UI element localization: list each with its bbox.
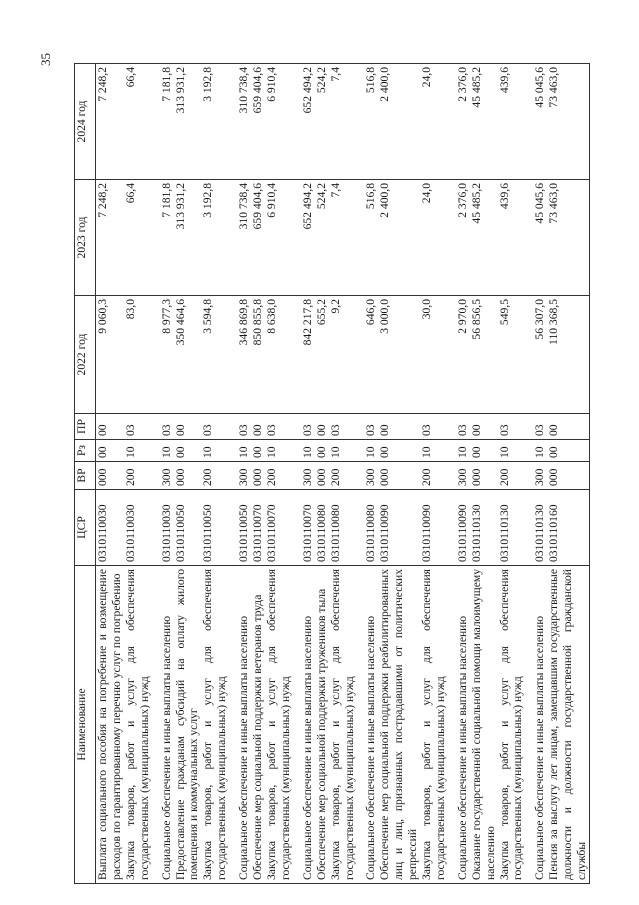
row-name: Выплата социального пособия на погребение и возмещение расходов по гарантированному перечню услуг по погребению (96, 566, 124, 884)
row-value-2024: 7 181,8 (160, 64, 174, 180)
row-pr: 00 (470, 414, 498, 440)
spacer-cell (229, 64, 237, 180)
table-row (378, 64, 420, 884)
row-vr: 300 (237, 462, 251, 490)
row-value-2023: 7,4 (329, 180, 357, 296)
row-name: Социальное обеспечение и иные выплаты населению (237, 566, 251, 884)
row-name: Закупка товаров, работ и услуг для обеспечения государственных (муниципальных) нужд (201, 566, 229, 884)
row-csr: 0310110070 (265, 490, 293, 566)
row-rz: 10 (265, 440, 293, 462)
spacer-cell (525, 490, 533, 566)
table-row (533, 64, 547, 884)
header-rz: Рз (75, 440, 96, 462)
row-spacer (293, 64, 301, 884)
row-value-2022: 110 368,5 (547, 296, 589, 414)
row-vr: 300 (364, 462, 378, 490)
row-name: Обеспечение мер социальной поддержки реабилитированных лиц и лиц, признанных пострадавшими от политических репрессий (378, 566, 420, 884)
spacer-cell (448, 64, 456, 180)
row-pr: 03 (124, 414, 152, 440)
spacer-cell (356, 414, 364, 440)
row-rz: 00 (96, 440, 124, 462)
row-rz: 10 (329, 440, 357, 462)
spacer-cell (152, 440, 160, 462)
row-value-2024: 6 910,4 (265, 64, 293, 180)
table-row (498, 64, 526, 884)
row-value-2023: 3 192,8 (201, 180, 229, 296)
row-rz: 10 (420, 440, 448, 462)
header-csr: ЦСР (75, 490, 96, 566)
row-value-2024: 2 400,0 (378, 64, 420, 180)
row-rz: 10 (456, 440, 470, 462)
spacer-cell (152, 490, 160, 566)
row-vr: 300 (456, 462, 470, 490)
row-spacer (448, 64, 456, 884)
table-row (160, 64, 174, 884)
row-csr: 0310110070 (251, 490, 265, 566)
spacer-cell (152, 180, 160, 296)
row-value-2023: 7 248,2 (96, 180, 124, 296)
spacer-cell (293, 440, 301, 462)
row-name: Закупка товаров, работ и услуг для обеспечения государственных (муниципальных) нужд (420, 566, 448, 884)
header-name: Наименование (75, 566, 96, 884)
row-csr: 0310110130 (533, 490, 547, 566)
spacer-cell (525, 64, 533, 180)
row-csr: 0310110070 (301, 490, 315, 566)
row-value-2023: 24,0 (420, 180, 448, 296)
row-csr: 0310110080 (329, 490, 357, 566)
row-value-2022: 56 307,0 (533, 296, 547, 414)
table-row (251, 64, 265, 884)
spacer-cell (229, 490, 237, 566)
row-value-2023: 439,6 (498, 180, 526, 296)
row-vr: 200 (265, 462, 293, 490)
row-vr: 000 (174, 462, 202, 490)
spacer-cell (525, 414, 533, 440)
spacer-cell (356, 296, 364, 414)
row-rz: 10 (533, 440, 547, 462)
row-rz: 10 (364, 440, 378, 462)
row-vr: 000 (547, 462, 589, 490)
row-pr: 03 (498, 414, 526, 440)
row-pr: 03 (456, 414, 470, 440)
spacer-cell (293, 414, 301, 440)
spacer-cell (229, 180, 237, 296)
row-pr: 00 (315, 414, 329, 440)
row-vr: 300 (301, 462, 315, 490)
table-row (364, 64, 378, 884)
header-vr: ВР (75, 462, 96, 490)
spacer-cell (293, 566, 301, 884)
row-vr: 000 (96, 462, 124, 490)
row-value-2022: 3 594,8 (201, 296, 229, 414)
row-name: Обеспечение мер социальной поддержки ветеранов труда (251, 566, 265, 884)
row-value-2024: 524,2 (315, 64, 329, 180)
table-row (420, 64, 448, 884)
row-vr: 200 (329, 462, 357, 490)
row-value-2024: 24,0 (420, 64, 448, 180)
row-value-2023: 516,8 (364, 180, 378, 296)
spacer-cell (356, 440, 364, 462)
row-value-2024: 7 248,2 (96, 64, 124, 180)
row-value-2022: 850 855,8 (251, 296, 265, 414)
row-name: Оказание государственной социальной помощи малоимущему населению (470, 566, 498, 884)
row-pr: 03 (420, 414, 448, 440)
row-value-2022: 346 869,8 (237, 296, 251, 414)
row-rz: 00 (315, 440, 329, 462)
row-csr: 0310110090 (456, 490, 470, 566)
row-name: Обеспечение мер социальной поддержки тружеников тыла (315, 566, 329, 884)
row-value-2023: 313 931,2 (174, 180, 202, 296)
table-row (201, 64, 229, 884)
row-rz: 00 (547, 440, 589, 462)
row-value-2022: 3 000,0 (378, 296, 420, 414)
row-csr: 0310110090 (378, 490, 420, 566)
row-csr: 0310110030 (96, 490, 124, 566)
row-rz: 10 (160, 440, 174, 462)
row-value-2023: 66,4 (124, 180, 152, 296)
table-row (470, 64, 498, 884)
row-value-2024: 3 192,8 (201, 64, 229, 180)
row-name: Закупка товаров, работ и услуг для обеспечения государственных (муниципальных) нужд (265, 566, 293, 884)
row-value-2023: 310 738,4 (237, 180, 251, 296)
row-rz: 10 (498, 440, 526, 462)
row-value-2023: 7 181,8 (160, 180, 174, 296)
row-pr: 03 (201, 414, 229, 440)
row-pr: 03 (533, 414, 547, 440)
row-vr: 200 (498, 462, 526, 490)
row-csr: 0310110090 (420, 490, 448, 566)
spacer-cell (293, 462, 301, 490)
row-rz: 00 (470, 440, 498, 462)
row-value-2024: 652 494,2 (301, 64, 315, 180)
table-row (237, 64, 251, 884)
row-rz: 10 (124, 440, 152, 462)
row-value-2024: 66,4 (124, 64, 152, 180)
row-value-2023: 524,2 (315, 180, 329, 296)
row-csr: 0310110080 (315, 490, 329, 566)
row-csr: 0310110160 (547, 490, 589, 566)
spacer-cell (293, 180, 301, 296)
spacer-cell (152, 296, 160, 414)
row-spacer (229, 64, 237, 884)
row-name: Социальное обеспечение и иные выплаты населению (456, 566, 470, 884)
row-pr: 03 (329, 414, 357, 440)
spacer-cell (448, 180, 456, 296)
row-pr: 03 (160, 414, 174, 440)
row-name: Закупка товаров, работ и услуг для обеспечения государственных (муниципальных) нужд (124, 566, 152, 884)
spacer-cell (293, 296, 301, 414)
row-value-2024: 7,4 (329, 64, 357, 180)
spacer-cell (229, 462, 237, 490)
spacer-cell (525, 566, 533, 884)
spacer-cell (229, 296, 237, 414)
spacer-cell (356, 566, 364, 884)
spacer-cell (152, 566, 160, 884)
row-name: Социальное обеспечение и иные выплаты населению (301, 566, 315, 884)
row-value-2023: 45 045,6 (533, 180, 547, 296)
row-vr: 200 (124, 462, 152, 490)
spacer-cell (293, 64, 301, 180)
row-value-2024: 659 404,6 (251, 64, 265, 180)
row-value-2022: 9 060,3 (96, 296, 124, 414)
table-row (265, 64, 293, 884)
spacer-cell (229, 566, 237, 884)
row-vr: 200 (201, 462, 229, 490)
row-spacer (525, 64, 533, 884)
row-pr: 00 (251, 414, 265, 440)
row-pr: 03 (301, 414, 315, 440)
table-row (174, 64, 202, 884)
row-value-2024: 73 463,0 (547, 64, 589, 180)
row-csr: 0310110030 (160, 490, 174, 566)
row-value-2022: 655,2 (315, 296, 329, 414)
spacer-cell (525, 462, 533, 490)
table-row (315, 64, 329, 884)
spacer-cell (356, 64, 364, 180)
row-csr: 0310110030 (124, 490, 152, 566)
row-value-2022: 30,0 (420, 296, 448, 414)
spacer-cell (448, 462, 456, 490)
table-body (96, 64, 590, 884)
row-rz: 00 (378, 440, 420, 462)
row-rz: 10 (237, 440, 251, 462)
row-value-2023: 45 485,2 (470, 180, 498, 296)
row-pr: 00 (174, 414, 202, 440)
table-row (301, 64, 315, 884)
row-value-2024: 313 931,2 (174, 64, 202, 180)
row-pr: 03 (364, 414, 378, 440)
row-value-2022: 8 638,0 (265, 296, 293, 414)
header-2022: 2022 год (75, 296, 96, 414)
spacer-cell (448, 414, 456, 440)
row-value-2024: 45 485,2 (470, 64, 498, 180)
row-value-2023: 6 910,4 (265, 180, 293, 296)
row-value-2024: 2 376,0 (456, 64, 470, 180)
spacer-cell (448, 440, 456, 462)
row-rz: 00 (251, 440, 265, 462)
row-value-2022: 83,0 (124, 296, 152, 414)
table-header-row (75, 64, 96, 884)
spacer-cell (356, 180, 364, 296)
row-csr: 0310110050 (201, 490, 229, 566)
spacer-cell (229, 414, 237, 440)
spacer-cell (448, 296, 456, 414)
row-value-2023: 2 376,0 (456, 180, 470, 296)
header-2023: 2023 год (75, 180, 96, 296)
spacer-cell (152, 64, 160, 180)
row-csr: 0310110080 (364, 490, 378, 566)
spacer-cell (525, 180, 533, 296)
row-vr: 200 (420, 462, 448, 490)
row-vr: 000 (378, 462, 420, 490)
table-row (329, 64, 357, 884)
row-name: Социальное обеспечение и иные выплаты населению (160, 566, 174, 884)
row-spacer (152, 64, 160, 884)
row-pr: 00 (547, 414, 589, 440)
row-rz: 10 (301, 440, 315, 462)
header-2024: 2024 год (75, 64, 96, 180)
table-row (96, 64, 124, 884)
spacer-cell (356, 462, 364, 490)
row-value-2022: 8 977,3 (160, 296, 174, 414)
row-name: Предоставление гражданам субсидий на оплату жилого помещения и коммунальных услуг (174, 566, 202, 884)
row-pr: 03 (237, 414, 251, 440)
row-csr: 0310110050 (237, 490, 251, 566)
spacer-cell (525, 296, 533, 414)
spacer-cell (525, 440, 533, 462)
spacer-cell (152, 414, 160, 440)
budget-table (74, 63, 590, 884)
row-value-2024: 310 738,4 (237, 64, 251, 180)
spacer-cell (152, 462, 160, 490)
row-value-2024: 439,6 (498, 64, 526, 180)
table-row (456, 64, 470, 884)
row-value-2022: 549,5 (498, 296, 526, 414)
page-number: 35 (38, 53, 53, 66)
spacer-cell (356, 490, 364, 566)
row-rz: 10 (201, 440, 229, 462)
row-pr: 00 (96, 414, 124, 440)
row-csr: 0310110130 (498, 490, 526, 566)
header-pr: ПР (75, 414, 96, 440)
row-vr: 300 (160, 462, 174, 490)
row-name: Закупка товаров, работ и услуг для обеспечения государственных (муниципальных) нужд (329, 566, 357, 884)
row-pr: 00 (378, 414, 420, 440)
spacer-cell (448, 566, 456, 884)
row-csr: 0310110130 (470, 490, 498, 566)
row-value-2022: 2 970,0 (456, 296, 470, 414)
spacer-cell (229, 440, 237, 462)
table-row (124, 64, 152, 884)
row-value-2023: 73 463,0 (547, 180, 589, 296)
table-row (547, 64, 589, 884)
row-value-2023: 659 404,6 (251, 180, 265, 296)
row-name: Социальное обеспечение и иные выплаты населению (533, 566, 547, 884)
row-value-2022: 9,2 (329, 296, 357, 414)
spacer-cell (448, 490, 456, 566)
row-name: Пенсия за выслугу лет лицам, замещавшим государственные должности и должности государственной гражданской службы (547, 566, 589, 884)
row-vr: 300 (533, 462, 547, 490)
row-value-2023: 652 494,2 (301, 180, 315, 296)
row-spacer (356, 64, 364, 884)
row-rz: 00 (174, 440, 202, 462)
row-vr: 000 (470, 462, 498, 490)
row-name: Социальное обеспечение и иные выплаты населению (364, 566, 378, 884)
row-csr: 0310110050 (174, 490, 202, 566)
spacer-cell (293, 490, 301, 566)
row-value-2022: 350 464,6 (174, 296, 202, 414)
row-value-2024: 45 045,6 (533, 64, 547, 180)
row-name: Закупка товаров, работ и услуг для обеспечения государственных (муниципальных) нужд (498, 566, 526, 884)
row-value-2022: 56 856,5 (470, 296, 498, 414)
budget-table-container (74, 64, 589, 884)
row-vr: 000 (315, 462, 329, 490)
row-value-2022: 842 217,8 (301, 296, 315, 414)
row-value-2022: 646,0 (364, 296, 378, 414)
row-pr: 03 (265, 414, 293, 440)
row-value-2023: 2 400,0 (378, 180, 420, 296)
row-vr: 000 (251, 462, 265, 490)
row-value-2024: 516,8 (364, 64, 378, 180)
